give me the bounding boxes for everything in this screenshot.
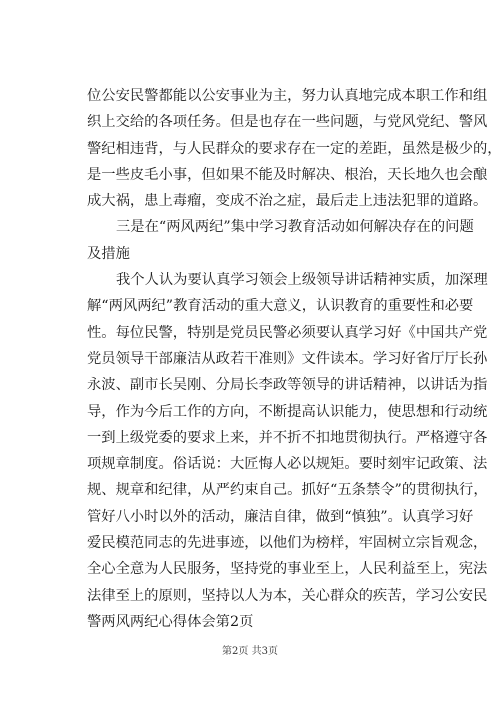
body-line: 警两风两纪心得体会第2页 — [87, 613, 254, 630]
body-line: 织上交给的各项任务。但是也存在一些问题，与党风党纪、警风 — [87, 114, 488, 131]
body-line: 我个人认为要认真学习领会上级领导讲话精神实质，加深理 — [116, 272, 488, 289]
body-line: 管好八小时以外的活动，廉洁自律，做到“慎独”。认真学习好 — [87, 508, 474, 525]
body-line: 性。每位民警，特别是党员民警必须要认真学习好《中国共产党 — [87, 324, 488, 341]
section-heading-line: 及措施 — [87, 245, 130, 262]
body-line: 解“两风两纪”教育活动的重大意义，认识教育的重要性和必要 — [87, 298, 474, 315]
body-line: 成大祸，患上毒瘤，变成不治之症，最后走上违法犯罪的道路。 — [87, 193, 488, 210]
body-line: 项规章制度。俗话说：大匠悔人必以规矩。要时刻牢记政策、法 — [87, 456, 488, 473]
body-line: 爱民模范同志的先进事迹，以他们为榜样，牢固树立宗旨观念， — [87, 535, 488, 552]
document-body — [87, 83, 502, 635]
body-line: 是一些皮毛小事，但如果不能及时解决、根治，天长地久也会酿 — [87, 166, 488, 183]
body-line: 警纪相违背，与人民群众的要求存在一定的差距，虽然是极少的， — [87, 140, 502, 157]
page-number: 第2页 共3页 — [222, 646, 278, 657]
body-line: 全心全意为人民服务，坚持党的事业至上，人民利益至上，宪法 — [87, 561, 488, 578]
body-line: 位公安民警都能以公安事业为主，努力认真地完成本职工作和组 — [87, 88, 488, 104]
body-line: 永波、副市长吴刚、分局长李政等领导的讲话精神，以讲话为指 — [87, 377, 488, 394]
section-heading-line: 三是在“两风两纪”集中学习教育活动如何解决存在的问题 — [116, 219, 474, 236]
body-line: 党员领导干部廉洁从政若干准则》文件读本。学习好省厅厅长孙 — [87, 350, 488, 367]
body-line: 导，作为今后工作的方向，不断提高认识能力，使思想和行动统 — [87, 403, 488, 420]
body-line: 规、规章和纪律，从严约束自己。抓好“五条禁令”的贯彻执行， — [87, 482, 488, 499]
body-line: 一到上级党委的要求上来，并不折不扣地贯彻执行。严格遵守各 — [87, 429, 488, 446]
body-line: 法律至上的原则，坚持以人为本，关心群众的疾苦，学习公安民 — [87, 587, 488, 604]
